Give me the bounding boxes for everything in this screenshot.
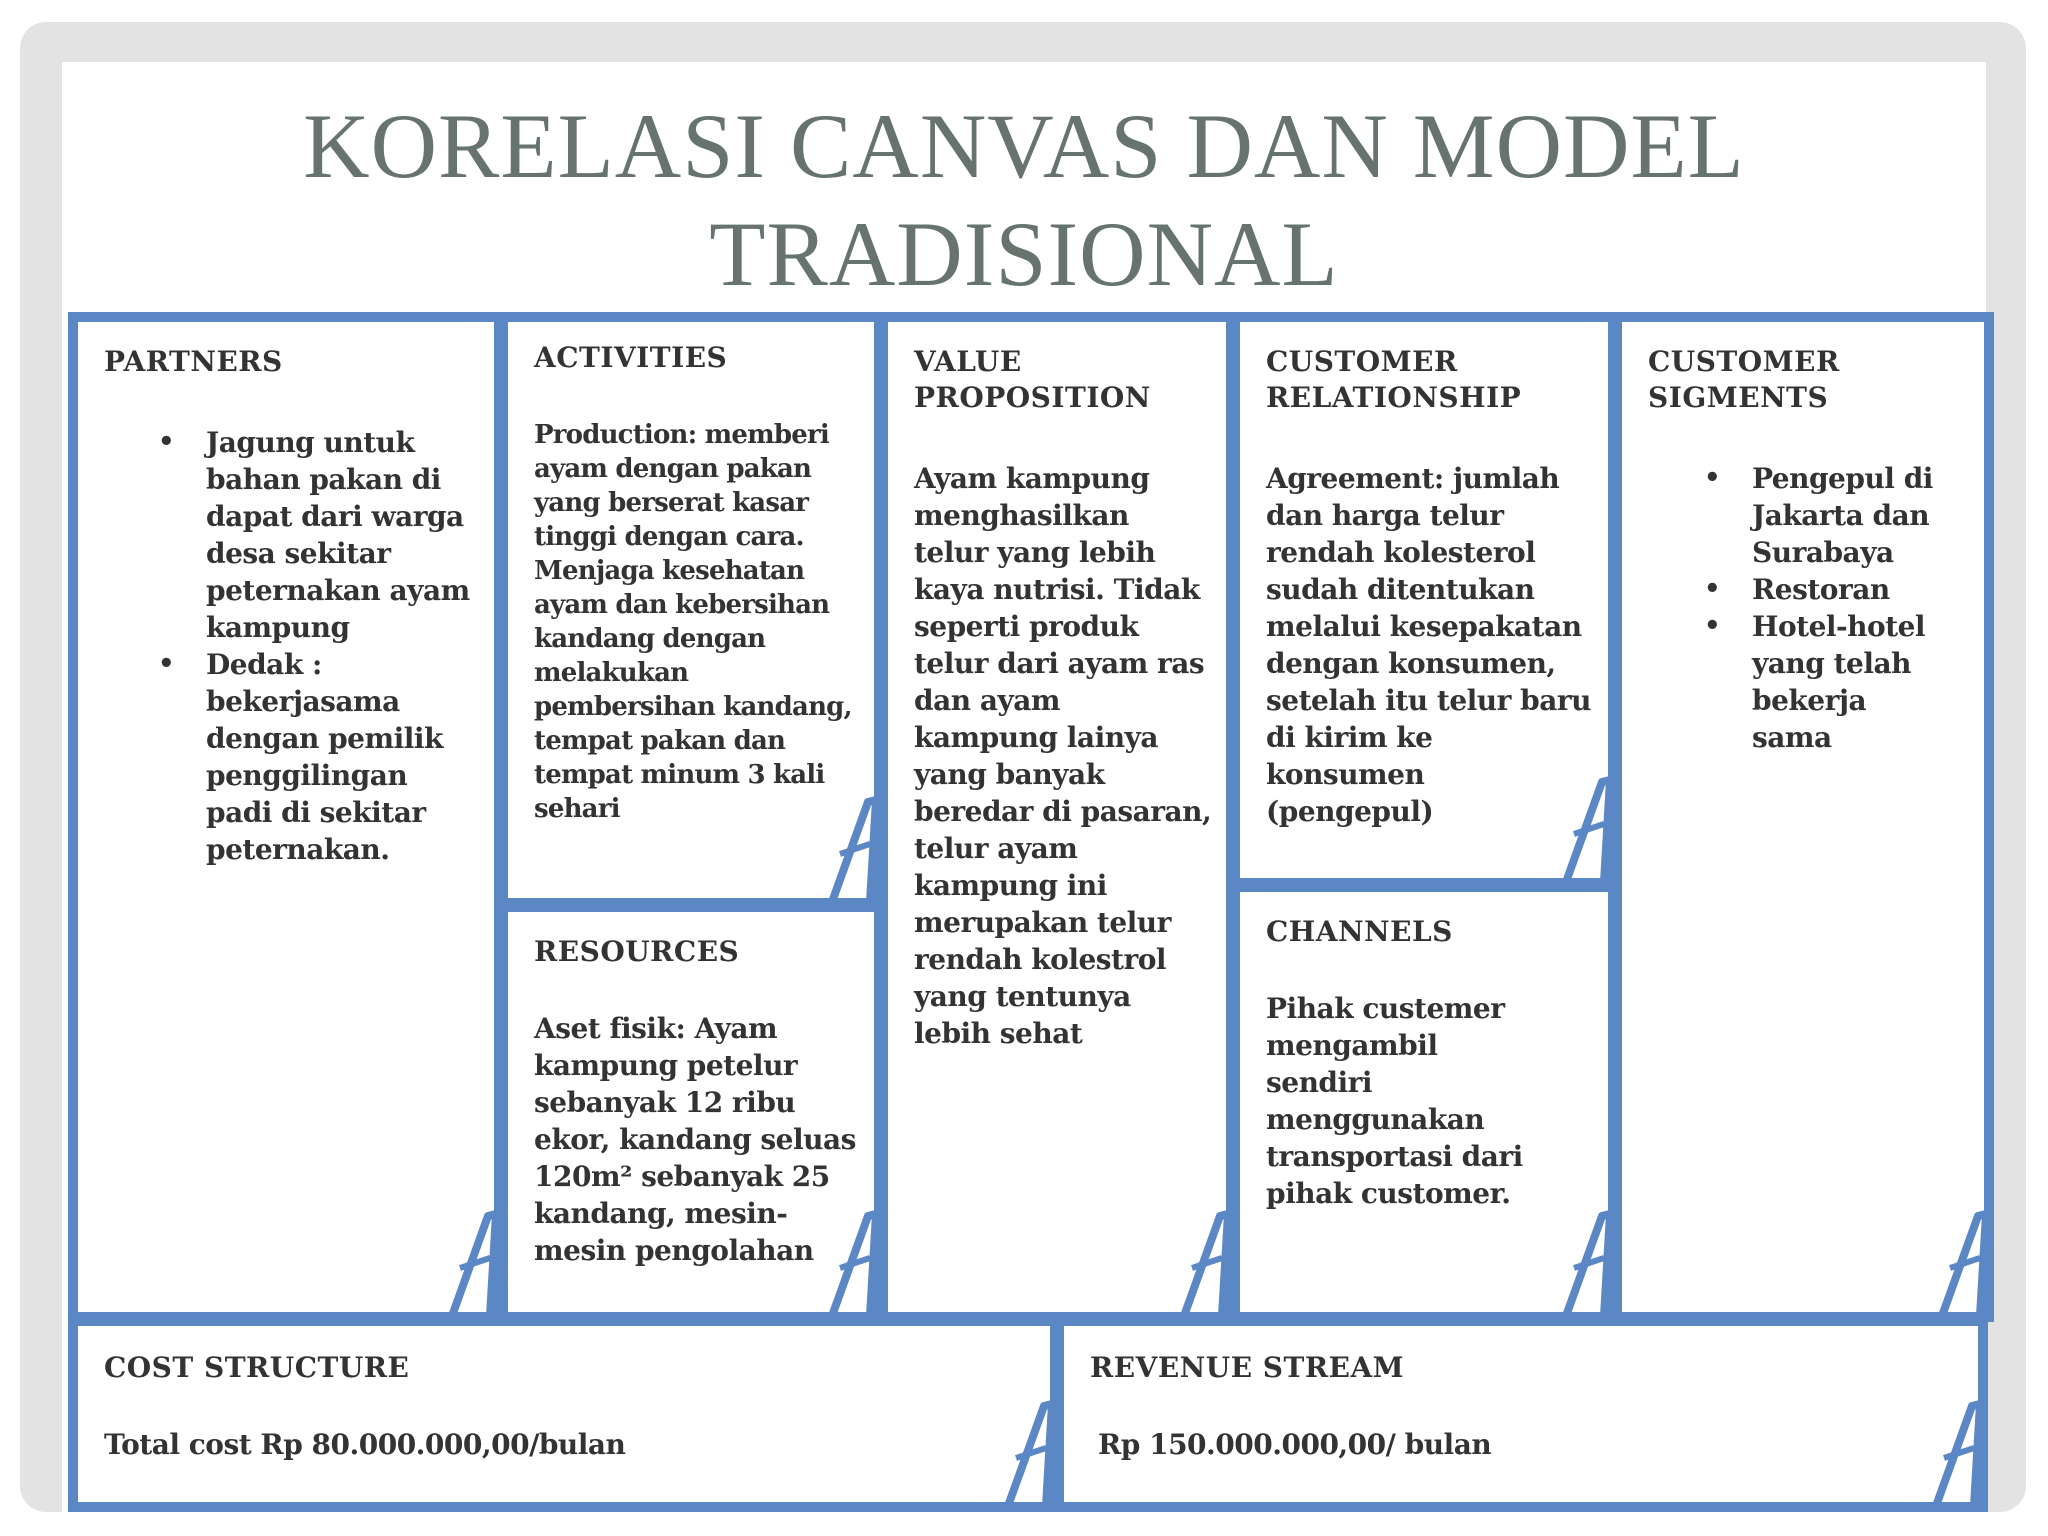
customer-segments-body xyxy=(1704,460,1954,756)
partners-item: • Jagung untuk bahan pakan di dapat dari warga desa sekitar peternakan ayam kampung xyxy=(158,424,480,646)
customer-segments-item: • Pengepul di Jakarta dan Surabaya xyxy=(1704,460,1954,571)
revenue-stream-box xyxy=(1054,1316,1988,1512)
cost-structure-body: Total cost Rp 80.000.000,00/bulan xyxy=(104,1428,626,1461)
title-line-2: TRADISIONAL xyxy=(709,203,1339,305)
page-curl-icon xyxy=(1172,1208,1232,1318)
channels-body: Pihak custemer mengambil sendiri menggunakan transportasi dari pihak customer. xyxy=(1266,992,1523,1210)
activities-box xyxy=(498,312,884,908)
resources-box xyxy=(498,902,884,1322)
customer-segments-list xyxy=(1704,460,1954,756)
customer-segments-box xyxy=(1612,312,1994,1322)
value-proposition-heading: VALUE PROPOSITION xyxy=(914,345,1151,414)
customer-relationship-heading: CUSTOMER RELATIONSHIP xyxy=(1266,345,1522,414)
resources-body: Aset fisik: Ayam kampung petelur sebanyak 12 ribu ekor, kandang seluas 120m² sebanyak 25 kandang, mesin-mesin pengolahan xyxy=(534,1012,856,1267)
cost-structure-box xyxy=(68,1316,1060,1512)
activities-body: Production: memberi ayam dengan pakan yang berserat kasar tinggi dengan cara. Menjaga kesehatan ayam dan kebersihan kandang dengan melakukan pembersihan kandang, tempat pakan dan tempat minum 3 kali sehari xyxy=(534,420,852,824)
page-curl-icon xyxy=(440,1208,500,1318)
value-proposition-box xyxy=(878,312,1236,1322)
revenue-stream-heading: REVENUE STREAM xyxy=(1090,1351,1405,1384)
partners-box xyxy=(68,312,504,1322)
page-curl-icon xyxy=(820,794,880,904)
page-curl-icon xyxy=(1554,774,1614,884)
revenue-stream-body: Rp 150.000.000,00/ bulan xyxy=(1098,1428,1492,1461)
customer-segments-item: • Hotel-hotel yang telah bekerja sama xyxy=(1704,608,1954,756)
activities-heading: ACTIVITIES xyxy=(534,341,728,374)
page-curl-icon xyxy=(1930,1208,1990,1318)
customer-segments-item: • Restoran xyxy=(1704,571,1954,608)
partners-body xyxy=(158,424,480,868)
channels-heading: CHANNELS xyxy=(1266,915,1453,948)
partners-item: • Dedak : bekerjasama dengan pemilik penggilingan padi di sekitar peternakan. xyxy=(158,646,480,868)
customer-segments-heading: CUSTOMER SIGMENTS xyxy=(1648,345,1840,414)
customer-relationship-body: Agreement: jumlah dan harga telur rendah kolesterol sudah ditentukan melalui kesepakatan dengan konsumen, setelah itu telur baru di kirim ke konsumen (pengepul) xyxy=(1266,462,1591,828)
page-curl-icon xyxy=(1924,1398,1984,1508)
page-curl-icon xyxy=(996,1398,1056,1508)
partners-list xyxy=(158,424,480,868)
cost-structure-heading: COST STRUCTURE xyxy=(104,1351,410,1384)
resources-heading: RESOURCES xyxy=(534,935,740,968)
page-curl-icon xyxy=(1554,1208,1614,1318)
page-curl-icon xyxy=(820,1208,880,1318)
title-line-1: KORELASI CANVAS DAN MODEL xyxy=(303,95,1745,197)
slide-title xyxy=(62,92,1986,308)
partners-heading: PARTNERS xyxy=(104,345,283,378)
value-proposition-body: Ayam kampung menghasilkan telur yang lebih kaya nutrisi. Tidak seperti produk telur dari ayam ras dan ayam kampung lainya yang banyak beredar di pasaran, telur ayam kampung ini merupakan telur rendah kolestrol yang tentunya lebih sehat xyxy=(914,462,1212,1050)
channels-box xyxy=(1230,882,1618,1322)
customer-relationship-box xyxy=(1230,312,1618,888)
